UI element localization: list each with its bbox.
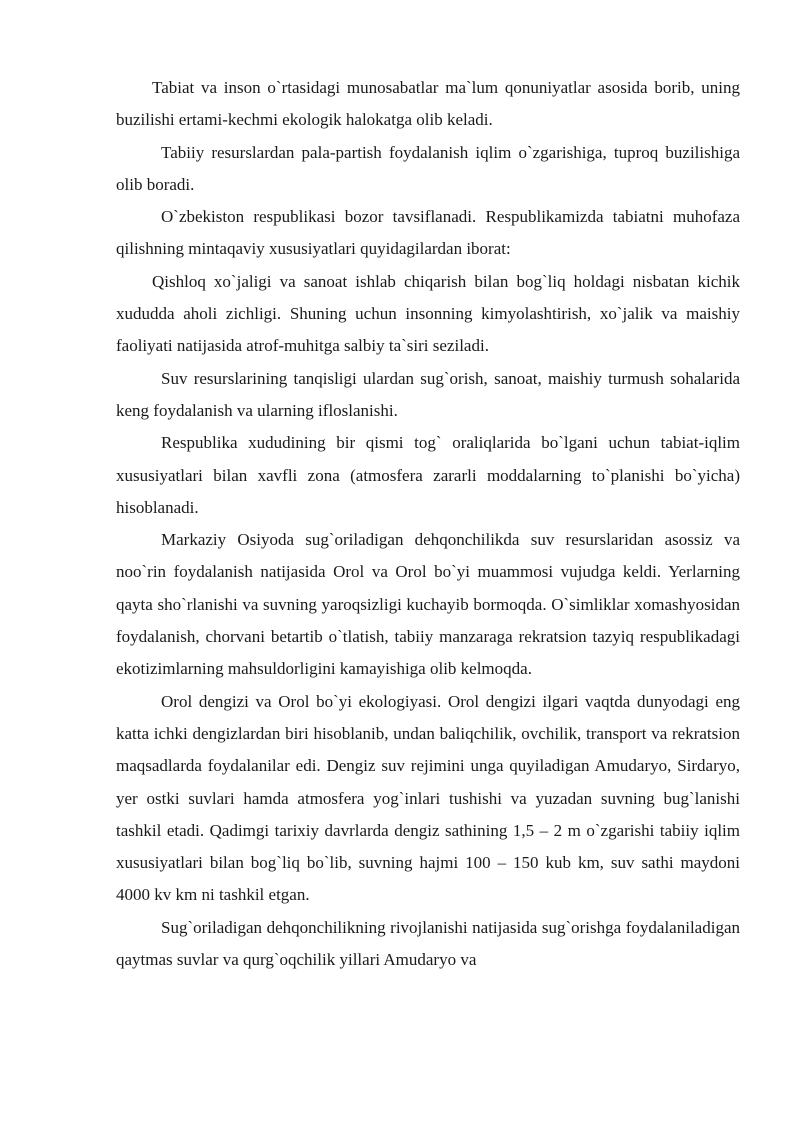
- paragraph: O`zbekiston respublikasi bozor tavsiflanadi. Respublikamizda tabiatni muhofaza qilishning mintaqaviy xususiyatlari quyidagilardan iborat:: [116, 207, 740, 259]
- paragraph-last: Sug`oriladigan dehqonchilikning rivojlanishi natijasida sug`orishga foydalaniladigan qaytmas suvlar va qurg`oqchilik yillari Amudaryo va: [116, 917, 740, 970]
- paragraph: Qishloq xo`jaligi va sanoat ishlab chiqarish bilan bog`liq holdagi nisbatan kichik xududda aholi zichligi. Shuning uchun insonning kimyolashtirish, xo`jalik va maishiy faoliyati natijasida atrof-muhitga salbiy ta`siri seziladi.: [116, 271, 740, 356]
- document-page: [116, 72, 740, 976]
- paragraph: Respublika xududining bir qismi tog` oraliqlarida bo`lgani uchun tabiat-iqlim xususiyatlari bilan xavfli zona (atmosfera zararli moddalarning to`planishi bo`yicha) hisoblanadi.: [116, 433, 740, 517]
- paragraph: Orol dengizi va Orol bo`yi ekologiyasi. Orol dengizi ilgari vaqtda dunyodagi eng katta ichki dengizlardan biri hisoblanib, undan baliqchilik, ovchilik, transport va rekratsion maqsadlarda foydalanilar edi. Dengiz suv rejimini unga quyiladigan Amudaryo, Sirdaryo, yer ostki suvlari hamda atmosfera yog`inlari tushishi va yuzadan suvning bug`lanishi tashkil etadi. Qadimgi tarixiy davrlarda dengiz sathining 1,5 – 2 m o`zgarishi tabiiy iqlim xususiyatlari bilan bog`liq bo`lib, suvning hajmi 100 – 150 kub km, suv sathi maydoni 4000 kv km ni tashkil etgan.: [116, 691, 740, 905]
- paragraph: Tabiat va inson o`rtasidagi munosabatlar ma`lum qonuniyatlar asosida borib, uning buzilishi ertami-kechmi ekologik halokatga olib keladi.: [116, 78, 740, 130]
- paragraph: Tabiiy resurslardan pala-partish foydalanish iqlim o`zgarishiga, tuproq buzilishiga olib boradi.: [116, 142, 740, 194]
- paragraph: Markaziy Osiyoda sug`oriladigan dehqonchilikda suv resurslaridan asossiz va noo`rin foydalanish natijasida Orol va Orol bo`yi muammosi vujudga keldi. Yerlarning qayta sho`rlanishi va suvning yaroqsizligi kuchayib bormoqda. O`simliklar xomashyosidan foydalanish, chorvani betartib o`tlatish, tabiiy manzaraga rekratsion tazyiq respublikadagi ekotizimlarning mahsuldorligini kamayishiga olib kelmoqda.: [116, 530, 740, 679]
- paragraph: Suv resurslarining tanqisligi ulardan sug`orish, sanoat, maishiy turmush sohalarida keng foydalanish va ularning ifloslanishi.: [116, 368, 740, 420]
